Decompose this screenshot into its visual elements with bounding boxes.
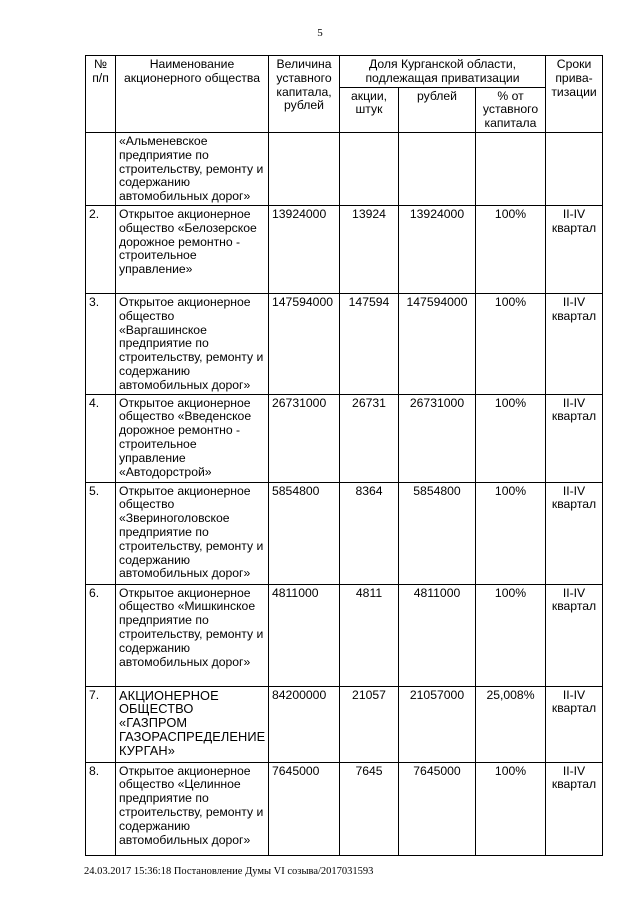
row-percent: 100% [476,584,546,686]
row-shares: 4811 [340,584,399,686]
row-term: II-IV квартал [546,584,603,686]
row-rubles: 7645000 [399,762,476,855]
row-shares: 21057 [340,686,399,762]
header-rubles: рублей [399,87,476,132]
row-term: II-IV квартал [546,762,603,855]
row-num [86,132,116,205]
row-num: 8. [86,762,116,855]
row-capital: 5854800 [269,482,340,584]
row-num: 3. [86,293,116,394]
table-row [86,205,603,293]
row-shares: 26731 [340,394,399,482]
row-shares: 147594 [340,293,399,394]
row-shares: 13924 [340,205,399,293]
row-capital [269,132,340,205]
row-rubles [399,132,476,205]
table-row [86,394,603,482]
table-row [86,293,603,394]
table-row [86,132,603,205]
row-percent: 25,008% [476,686,546,762]
row-term [546,132,603,205]
row-num: 5. [86,482,116,584]
row-capital: 4811000 [269,584,340,686]
row-term: II-IV квартал [546,482,603,584]
document-footer: 24.03.2017 15:36:18 Постановление Думы VI созыва/2017031593 [84,866,374,877]
row-shares: 7645 [340,762,399,855]
row-rubles: 4811000 [399,584,476,686]
row-term: II-IV квартал [546,205,603,293]
row-percent [476,132,546,205]
row-company-name: «Альменевское предприятие по строительству, ремонту и содержанию автомобильных дорог» [116,132,269,205]
row-num: 6. [86,584,116,686]
row-capital: 7645000 [269,762,340,855]
header-num: № п/п [86,56,116,133]
header-percent: % от уставного капитала [476,87,546,132]
row-shares: 8364 [340,482,399,584]
table-row [86,762,603,855]
header-capital: Величина уставного капитала, рублей [269,56,340,133]
row-company-name: Открытое акционерное общество «Введенское дорожное ремонтно - строительное управление «Автодорстрой» [116,394,269,482]
row-term: II-IV квартал [546,293,603,394]
privatization-table [85,55,603,856]
row-company-name: Открытое акционерное общество «Мишкинское предприятие по строительству, ремонту и содержанию автомобильных дорог» [116,584,269,686]
table-row [86,584,603,686]
row-company-name: Открытое акционерное общество «Звериноголовское предприятие по строительству, ремонту и содержанию автомобильных дорог» [116,482,269,584]
row-company-name: Открытое акционерное общество «Варгашинское предприятие по строительству, ремонту и содержанию автомобильных дорог» [116,293,269,394]
row-percent: 100% [476,293,546,394]
row-capital: 84200000 [269,686,340,762]
row-rubles: 26731000 [399,394,476,482]
row-rubles: 5854800 [399,482,476,584]
row-capital: 13924000 [269,205,340,293]
row-percent: 100% [476,482,546,584]
table-row [86,686,603,762]
row-percent: 100% [476,394,546,482]
row-capital: 26731000 [269,394,340,482]
header-row-1 [86,56,603,88]
row-capital: 147594000 [269,293,340,394]
row-rubles: 147594000 [399,293,476,394]
header-share-group: Доля Курганской области, подлежащая приватизации [340,56,546,88]
row-num: 4. [86,394,116,482]
row-rubles: 13924000 [399,205,476,293]
row-rubles: 21057000 [399,686,476,762]
row-company-name: Открытое акционерное общество «Белозерское дорожное ремонтно - строительное управление» [116,205,269,293]
row-num: 7. [86,686,116,762]
row-percent: 100% [476,762,546,855]
header-term: Сроки прива-тизации [546,56,603,133]
table-row [86,482,603,584]
row-shares [340,132,399,205]
row-num: 2. [86,205,116,293]
row-percent: 100% [476,205,546,293]
row-term: II-IV квартал [546,394,603,482]
row-term: II-IV квартал [546,686,603,762]
header-shares: акции, штук [340,87,399,132]
page-number: 5 [317,27,323,39]
row-company-name: АКЦИОНЕРНОЕ ОБЩЕСТВО «ГАЗПРОМ ГАЗОРАСПРЕДЕЛЕНИЕ КУРГАН» [116,686,269,762]
row-company-name: Открытое акционерное общество «Целинное предприятие по строительству, ремонту и содержанию автомобильных дорог» [116,762,269,855]
header-name: Наименование акционерного общества [116,56,269,133]
